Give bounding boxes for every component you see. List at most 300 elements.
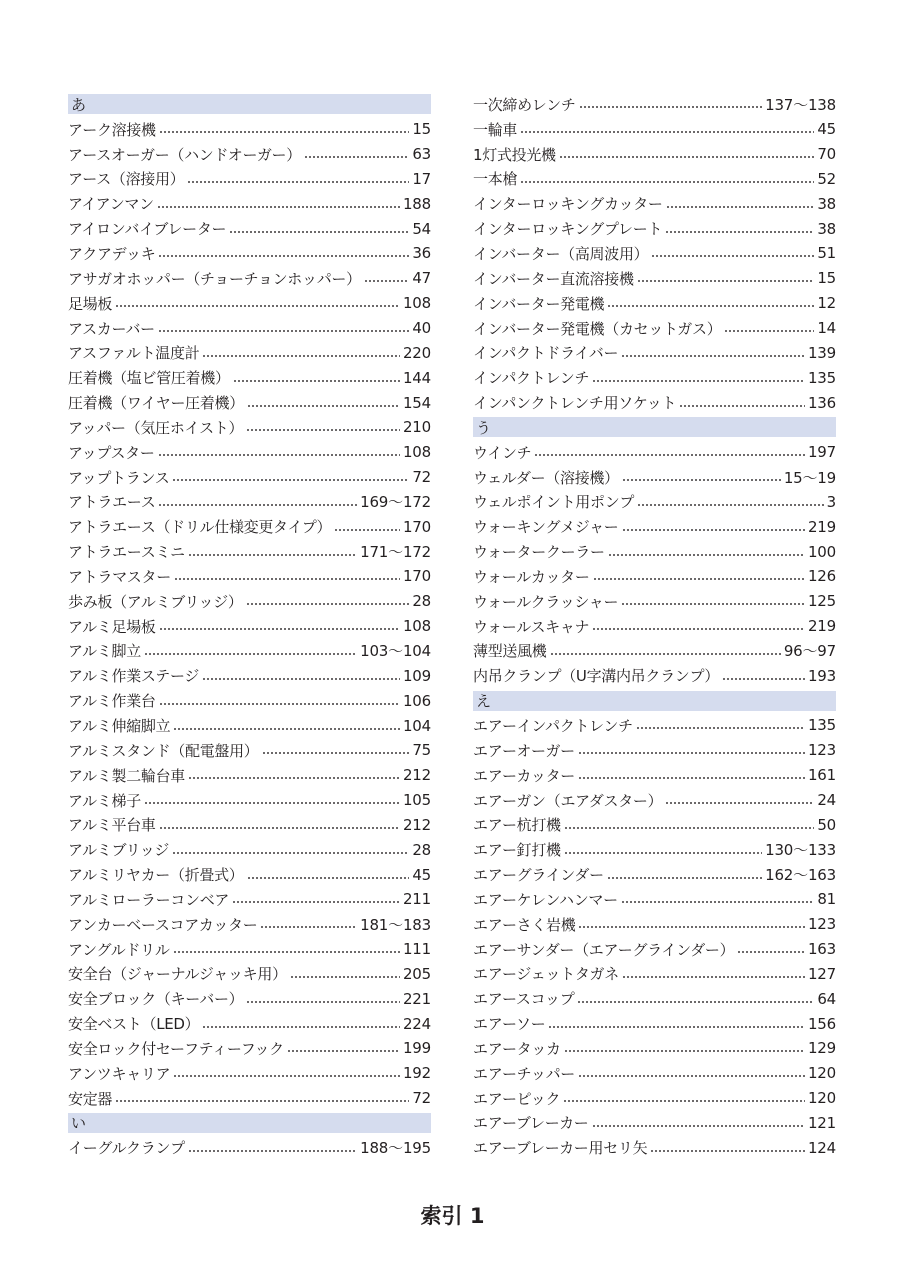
index-entry (473, 216, 836, 241)
dot-leader (622, 976, 805, 978)
index-entry (68, 465, 431, 490)
entry-page-number: 120 (807, 1064, 836, 1083)
entry-page-number: 212 (402, 766, 431, 785)
dot-leader (548, 1026, 805, 1028)
entry-term: アルミ作業台 (68, 692, 156, 711)
index-entry (473, 241, 836, 266)
entry-term: エアーオーガー (473, 741, 575, 760)
entry-term: アイアンマン (68, 195, 154, 214)
entry-term: エアーグラインダー (473, 866, 604, 885)
entry-page-number: 135 (807, 716, 836, 735)
dot-leader (724, 330, 814, 332)
index-entry (473, 390, 836, 415)
dot-leader (621, 355, 805, 357)
entry-term: エアーさく岩機 (473, 915, 576, 934)
dot-leader (637, 280, 815, 282)
dot-leader (158, 255, 409, 257)
index-entry (473, 837, 836, 862)
index-entry (68, 514, 431, 539)
dot-leader (247, 405, 400, 407)
entry-page-number: 63 (412, 145, 431, 164)
entry-term: ウォータークーラー (473, 543, 605, 562)
index-entry (473, 763, 836, 788)
index-entry (68, 837, 431, 862)
entry-page-number: 210 (402, 418, 431, 437)
entry-term: アップトランス (68, 468, 170, 487)
dot-leader (534, 454, 805, 456)
entry-term: インターロッキングカッター (473, 195, 663, 214)
index-entry (68, 937, 431, 962)
entry-page-number: 130～133 (765, 841, 836, 860)
dot-leader (592, 1125, 805, 1127)
dot-leader (173, 728, 400, 730)
entry-page-number: 54 (412, 219, 431, 238)
dot-leader (651, 255, 814, 257)
index-entry (68, 191, 431, 216)
index-column-right (473, 92, 836, 1160)
entry-term: ウォーキングメジャー (473, 518, 619, 537)
index-entry (68, 962, 431, 987)
index-entry (68, 614, 431, 639)
dot-leader (334, 529, 400, 531)
entry-term: エアーガン（エアダスター） (473, 791, 663, 810)
index-entry (68, 986, 431, 1011)
dot-leader (559, 156, 815, 158)
dot-leader (592, 628, 805, 630)
index-entry (68, 564, 431, 589)
dot-leader (679, 405, 805, 407)
dot-leader (232, 901, 400, 903)
dot-leader (550, 653, 781, 655)
index-entry (473, 365, 836, 390)
index-entry (68, 216, 431, 241)
index-entry (68, 167, 431, 192)
entry-term: エアー釘打機 (473, 841, 561, 860)
index-entry (68, 738, 431, 763)
dot-leader (607, 877, 762, 879)
entry-page-number: 70 (817, 145, 836, 164)
index-entry (68, 440, 431, 465)
entry-page-number: 108 (402, 617, 431, 636)
entry-page-number: 192 (402, 1064, 431, 1083)
entry-term: エアージェットタガネ (473, 965, 619, 984)
entry-term: アスカーバー (68, 319, 155, 338)
dot-leader (187, 181, 409, 183)
entry-term: アルミ足場板 (68, 617, 156, 636)
index-entry (68, 887, 431, 912)
entry-page-number: 135 (807, 368, 836, 387)
index-entry (68, 1011, 431, 1036)
entry-page-number: 136 (807, 393, 836, 412)
entry-page-number: 170 (402, 567, 431, 586)
dot-leader (246, 603, 410, 605)
entry-term: 1灯式投光機 (473, 145, 556, 164)
entry-term: 一次締めレンチ (473, 95, 576, 114)
index-entry (68, 241, 431, 266)
entry-page-number: 106 (402, 691, 431, 710)
index-entry (68, 639, 431, 664)
index-entry (68, 1061, 431, 1086)
entry-term: アルミ梯子 (68, 791, 141, 810)
entry-page-number: 108 (402, 443, 431, 462)
entry-page-number: 205 (402, 964, 431, 983)
entry-page-number: 162～163 (765, 866, 836, 885)
entry-term: アスファルト温度計 (68, 344, 200, 363)
dot-leader (520, 181, 814, 183)
index-entry (473, 266, 836, 291)
entry-term: イーグルクランプ (68, 1139, 185, 1158)
index-entry (473, 440, 836, 465)
entry-term: アース（溶接用） (68, 170, 185, 189)
index-entry (68, 788, 431, 813)
dot-leader (564, 827, 815, 829)
dot-leader (621, 901, 814, 903)
entry-term: アルミ平台車 (68, 816, 156, 835)
entry-term: アルミ作業ステージ (68, 667, 200, 686)
section-header: あ (68, 94, 431, 114)
entry-term: エアーインパクトレンチ (473, 716, 633, 735)
dot-leader (290, 976, 400, 978)
entry-term: 圧着機（ワイヤー圧着機） (68, 394, 244, 413)
entry-term: エアースコップ (473, 990, 575, 1009)
dot-leader (159, 628, 400, 630)
dot-leader (520, 131, 814, 133)
index-entry (68, 1036, 431, 1061)
dot-leader (172, 479, 409, 481)
index-entry (473, 340, 836, 365)
dot-leader (172, 852, 409, 854)
entry-term: インパクトレンチ (473, 369, 590, 388)
dot-leader (665, 231, 814, 233)
entry-page-number: 193 (807, 666, 836, 685)
dot-leader (246, 1001, 400, 1003)
dot-leader (564, 852, 762, 854)
index-entry (68, 589, 431, 614)
dot-leader (158, 504, 357, 506)
entry-page-number: 188～195 (360, 1139, 431, 1158)
entry-term: 内吊クランプ（U字溝内吊クランプ） (473, 667, 720, 686)
dot-leader (144, 802, 400, 804)
dot-leader (287, 1050, 400, 1052)
index-entry (473, 1061, 836, 1086)
dot-leader (246, 429, 400, 431)
index-entry (473, 862, 836, 887)
entry-term: エアーケレンハンマー (473, 890, 618, 909)
entry-page-number: 109 (402, 666, 431, 685)
dot-leader (578, 1075, 805, 1077)
dot-leader (563, 1100, 805, 1102)
dot-leader (159, 131, 410, 133)
entry-term: アトラエース (68, 493, 156, 512)
section-header: い (68, 1113, 431, 1133)
dot-leader (722, 678, 805, 680)
section-header: う (473, 417, 836, 437)
dot-leader (233, 380, 400, 382)
dot-leader (364, 280, 410, 282)
section-header: え (473, 691, 836, 711)
index-entry (473, 663, 836, 688)
entry-page-number: 139 (807, 343, 836, 362)
dot-leader (737, 951, 805, 953)
index-entry (68, 340, 431, 365)
dot-leader (564, 1050, 805, 1052)
index-entry (473, 117, 836, 142)
entry-page-number: 123 (807, 915, 836, 934)
entry-term: アーク溶接機 (68, 120, 156, 139)
entry-page-number: 47 (412, 269, 431, 288)
index-entry (473, 167, 836, 192)
entry-page-number: 199 (402, 1039, 431, 1058)
dot-leader (202, 355, 400, 357)
entry-page-number: 219 (807, 617, 836, 636)
index-entry (68, 539, 431, 564)
dot-leader (666, 206, 815, 208)
index-entry (473, 713, 836, 738)
entry-page-number: 188 (402, 194, 431, 213)
index-entry (473, 191, 836, 216)
dot-leader (578, 926, 805, 928)
entry-term: エアーピック (473, 1089, 561, 1108)
dot-leader (188, 1150, 357, 1152)
index-entry (68, 291, 431, 316)
entry-term: インバーター発電機 (473, 294, 605, 313)
entry-page-number: 120 (807, 1089, 836, 1108)
index-entry (473, 465, 836, 490)
dot-leader (262, 752, 410, 754)
dot-leader (637, 504, 824, 506)
entry-page-number: 40 (412, 319, 431, 337)
dot-leader (622, 479, 781, 481)
index-entry (473, 564, 836, 589)
dot-leader (260, 926, 357, 928)
index-entry (68, 142, 431, 167)
entry-term: 一輪車 (473, 120, 518, 139)
index-entry (473, 912, 836, 937)
entry-term: エアー杭打機 (473, 816, 561, 835)
dot-leader (665, 802, 814, 804)
entry-term: アトラエース（ドリル仕様変更タイプ） (68, 518, 332, 537)
entry-page-number: 126 (807, 567, 836, 586)
entry-term: ウォールクラッシャー (473, 592, 619, 611)
entry-page-number: 181～183 (360, 915, 431, 934)
entry-term: アンカーベースコアカッター (68, 915, 258, 934)
dot-leader (159, 703, 400, 705)
dot-leader (578, 752, 805, 754)
entry-page-number: 125 (807, 592, 836, 611)
index-entry (473, 614, 836, 639)
entry-term: アップスター (68, 443, 155, 462)
index-entry (473, 887, 836, 912)
entry-page-number: 17 (412, 169, 431, 188)
dot-leader (115, 1100, 409, 1102)
entry-page-number: 72 (412, 1089, 431, 1108)
entry-page-number: 156 (807, 1014, 836, 1033)
entry-page-number: 212 (402, 815, 431, 834)
index-entry (473, 291, 836, 316)
entry-page-number: 163 (807, 940, 836, 959)
entry-term: ウェルダー（溶接機） (473, 468, 619, 487)
entry-term: アルミ伸縮脚立 (68, 717, 171, 735)
dot-leader (607, 305, 814, 307)
dot-leader (173, 951, 400, 953)
entry-term: アングルドリル (68, 940, 170, 959)
entry-term: ウインチ (473, 443, 532, 462)
entry-page-number: 129 (807, 1039, 836, 1058)
entry-page-number: 123 (807, 741, 836, 760)
entry-term: インターロッキングプレート (473, 220, 663, 239)
index-entry (68, 663, 431, 688)
index-entry (473, 937, 836, 962)
index-entry (473, 962, 836, 987)
entry-term: 安全ベスト（LED） (68, 1015, 200, 1034)
index-entry (68, 117, 431, 142)
index-entry (473, 738, 836, 763)
index-entry (473, 489, 836, 514)
entry-term: アースオーガー（ハンドオーガー） (68, 145, 301, 164)
entry-page-number: 24 (817, 791, 836, 810)
index-entry (473, 1086, 836, 1111)
entry-term: 薄型送風機 (473, 642, 547, 661)
entry-page-number: 3 (826, 492, 836, 511)
entry-page-number: 221 (402, 989, 431, 1008)
entry-page-number: 111 (402, 940, 431, 959)
entry-term: 安定器 (68, 1089, 113, 1108)
index-entry (473, 986, 836, 1011)
entry-page-number: 38 (817, 219, 836, 238)
index-entry (68, 688, 431, 713)
dot-leader (577, 1001, 814, 1003)
entry-term: アルミスタンド（配電盤用） (68, 741, 259, 760)
index-entry (473, 589, 836, 614)
entry-page-number: 75 (412, 741, 431, 760)
index-entry (68, 763, 431, 788)
index-entry (68, 415, 431, 440)
dot-leader (622, 529, 805, 531)
index-entry (473, 1135, 836, 1160)
index-entry (68, 266, 431, 291)
entry-term: アンツキャリア (68, 1064, 171, 1083)
index-entry (473, 514, 836, 539)
entry-page-number: 171～172 (360, 543, 431, 562)
entry-page-number: 81 (817, 890, 836, 909)
entry-page-number: 12 (817, 294, 836, 313)
entry-page-number: 124 (807, 1138, 836, 1157)
dot-leader (608, 554, 805, 556)
entry-term: アトラマスター (68, 567, 171, 586)
index-entry (473, 788, 836, 813)
index-entry (68, 365, 431, 390)
dot-leader (174, 578, 400, 580)
entry-page-number: 28 (412, 840, 431, 859)
entry-page-number: 197 (807, 443, 836, 462)
dot-leader (578, 777, 805, 779)
entry-term: アルミリヤカー（折畳式） (68, 866, 244, 885)
dot-leader (188, 777, 400, 779)
entry-page-number: 45 (817, 120, 836, 139)
entry-page-number: 96～97 (783, 642, 836, 661)
dot-leader (202, 1026, 400, 1028)
entry-term: インバーター（高周波用） (473, 244, 649, 263)
entry-term: エアーチッパー (473, 1064, 576, 1083)
entry-page-number: 220 (402, 343, 431, 362)
entry-term: エアーソー (473, 1015, 546, 1034)
entry-term: 圧着機（塩ビ管圧着機） (68, 369, 230, 388)
entry-page-number: 224 (402, 1014, 431, 1033)
entry-term: インパンクトレンチ用ソケット (473, 394, 677, 413)
dot-leader (247, 877, 410, 879)
entry-page-number: 103～104 (360, 642, 431, 661)
entry-term: 歩み板（アルミブリッジ） (68, 592, 243, 611)
entry-page-number: 105 (402, 791, 431, 810)
entry-page-number: 108 (402, 294, 431, 313)
dot-leader (158, 330, 409, 332)
entry-page-number: 127 (807, 964, 836, 983)
entry-page-number: 64 (817, 989, 836, 1008)
dot-leader (229, 231, 409, 233)
entry-page-number: 15～19 (783, 468, 836, 487)
entry-term: 足場板 (68, 294, 113, 313)
dot-leader (144, 653, 357, 655)
entry-term: エアーブレーカー用セリ矢 (473, 1139, 648, 1158)
entry-term: アサガオホッパー（チョーチョンホッパー） (68, 269, 361, 288)
entry-term: 安全ブロック（キーバー） (68, 990, 244, 1009)
entry-page-number: 100 (807, 542, 836, 561)
dot-leader (157, 206, 400, 208)
entry-term: アルミローラーコンベア (68, 890, 230, 909)
entry-term: アクアデッキ (68, 244, 156, 263)
dot-leader (636, 727, 805, 729)
entry-page-number: 45 (412, 865, 431, 884)
index-entry (473, 142, 836, 167)
entry-term: アルミ製二輪台車 (68, 766, 186, 785)
entry-term: エアータッカ (473, 1039, 561, 1058)
entry-page-number: 144 (402, 368, 431, 387)
entry-term: 安全ロック付セーフティーフック (68, 1039, 284, 1058)
entry-term: インバーター発電機（カセットガス） (473, 319, 722, 338)
entry-term: アイロンバイブレーター (68, 220, 227, 239)
index-entry (68, 1135, 431, 1160)
entry-term: アルミブリッジ (68, 841, 170, 860)
entry-page-number: 15 (412, 120, 431, 139)
index-entry (473, 1036, 836, 1061)
entry-term: アルミ脚立 (68, 642, 141, 661)
index-entry (68, 1086, 431, 1111)
entry-page-number: 169～172 (360, 493, 431, 512)
entry-page-number: 36 (412, 244, 431, 263)
entry-page-number: 50 (817, 815, 836, 834)
index-entry (473, 639, 836, 664)
entry-page-number: 161 (807, 766, 836, 785)
index-entry (68, 390, 431, 415)
index-entry (473, 92, 836, 117)
dot-leader (115, 305, 400, 307)
entry-term: ウェルポイント用ポンプ (473, 493, 635, 512)
entry-page-number: 170 (402, 517, 431, 536)
entry-page-number: 14 (817, 319, 836, 338)
index-entry (473, 1111, 836, 1136)
entry-page-number: 211 (402, 890, 431, 909)
dot-leader (202, 678, 400, 680)
entry-term: ウォールスキャナ (473, 617, 590, 636)
entry-term: 安全台（ジャーナルジャッキ用） (68, 965, 287, 984)
entry-page-number: 28 (412, 592, 431, 611)
index-entry (68, 713, 431, 738)
entry-term: インバーター直流溶接機 (473, 269, 634, 288)
entry-term: アッパー（気圧ホイスト） (68, 418, 244, 437)
entry-term: ウォールカッター (473, 567, 590, 586)
entry-page-number: 104 (402, 716, 431, 735)
entry-page-number: 137～138 (765, 95, 836, 114)
